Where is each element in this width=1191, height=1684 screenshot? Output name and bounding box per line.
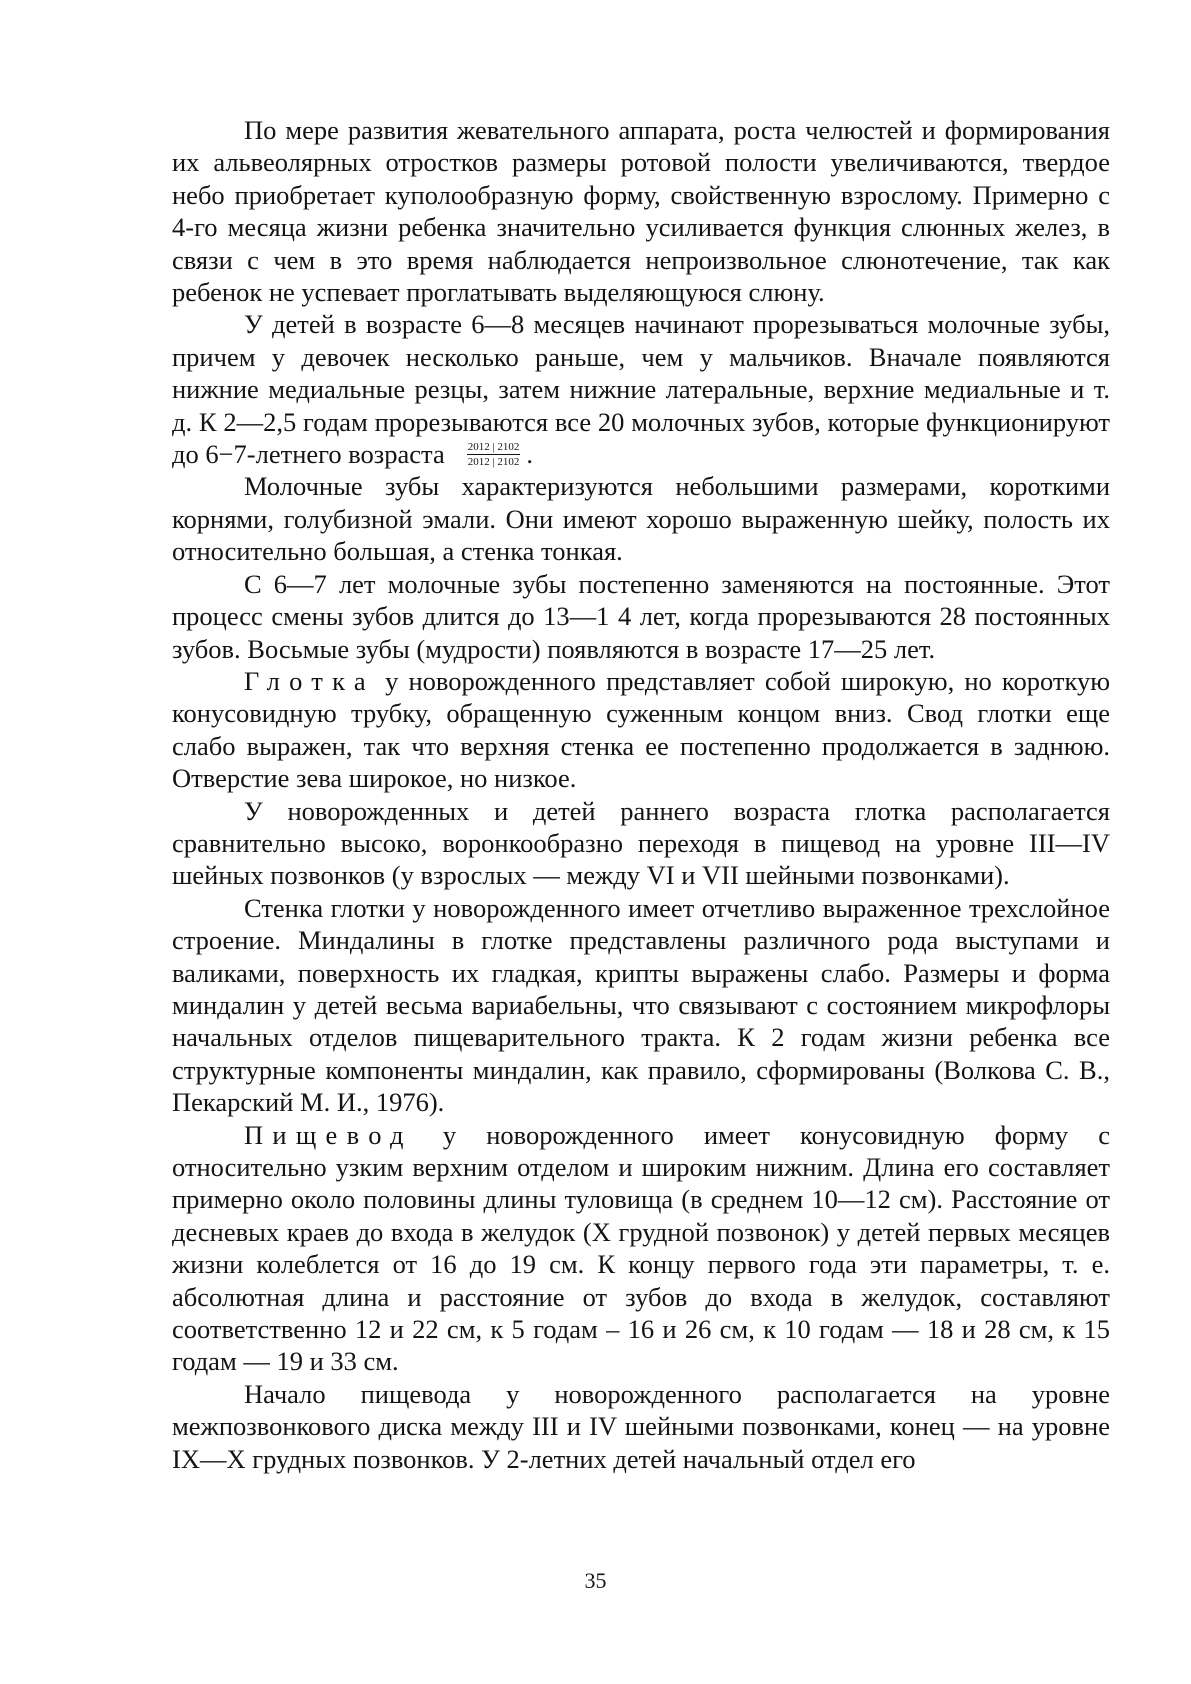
paragraph-permanent-teeth: С 6—7 лет молочные зубы постепенно заменяются на постоянные. Этот процесс смены зубов длится до 13—1 4 лет, когда прорезываются 28 постоянных зубов. Восьмые зубы (мудрости) появляются в возрасте 17—25 лет.	[172, 568, 1110, 664]
term-esophagus: Пищевод	[244, 1119, 413, 1150]
term-pharynx: Глотка	[244, 665, 375, 696]
dental-formula-lower: 2012 | 2102	[467, 456, 520, 469]
body-text	[172, 114, 1110, 1475]
paragraph-esophagus-position: Начало пищевода у новорожденного располагается на уровне межпозвонкового диска между III и IV шейными позвонками, конец — на уровне IX—X грудных позвонков. У 2-летних детей начальный отдел его	[172, 1378, 1110, 1474]
paragraph-pharynx-position: У новорожденных и детей раннего возраста глотка располагается сравнительно высоко, воронкообразно переходя в пищевод на уровне III—IV шейных позвонков (у взрослых — между VI и VII шейными позвонками).	[172, 795, 1110, 891]
paragraph-pharynx-wall: Стенка глотки у новорожденного имеет отчетливо выраженное трехслойное строение. Миндалины в глотке представлены различного рода выступами и валиками, поверхность их гладкая, крипты выражены слабо. Размеры и форма миндалин у детей весьма вариабельны, что связывают с состоянием микрофлоры начальных отделов пищеварительного тракта. К 2 годам жизни ребенка все структурные компоненты миндалин, как правило, сформированы (Волкова С. В., Пекарский М. И., 1976).	[172, 892, 1110, 1118]
paragraph-mouth-development: По мере развития жевательного аппарата, роста челюстей и формирования их альвеолярных отростков размеры ротовой полости увеличиваются, твердое небо приобретает куполообразную форму, свойственную взрослому. Примерно с 4-го месяца жизни ребенка значительно усиливается функция слюнных желез, в связи с чем в это время наблюдается непроизвольное слюнотечение, так как ребенок не успевает проглатывать выделяющуюся слюну.	[172, 115, 1110, 308]
page-number: 35	[584, 1568, 607, 1593]
paragraph-milk-teeth-features: Молочные зубы характеризуются небольшими размерами, короткими корнями, голубизной эмали. Они имеют хорошо выраженную шейку, полость их относительно большая, а стенка тонкая.	[172, 471, 1110, 567]
sentence-end: .	[526, 439, 534, 470]
paragraph-pharynx: Глотка у новорожденного представляет собой широкую, но короткую конусовидную трубку, обращенную суженным концом вниз. Свод глотки еще слабо выражен, так что верхняя стенка ее постепенно продолжается в заднюю. Отверстие зева широкое, но низкое.	[172, 665, 1110, 794]
paragraph-milk-teeth-eruption: У детей в возрасте 6—8 месяцев начинают прорезываться молочные зубы, причем у девочек несколько раньше, чем у мальчиков. Вначале появляются нижние медиальные резцы, затем нижние латеральные, верхние медиальные и т. д. К 2—2,5 годам прорезываются все 20 молочных зубов, которые функционируют до 6−7-летнего возраста $\frac{2012 | 2102}{2012 | 2102}$ .	[172, 309, 1110, 470]
paragraph-esophagus: Пищевод у новорожденного имеет конусовидную форму с относительно узким верхним отделом и широким нижним. Длина его составляет примерно около половины длины туловища (в среднем 10—12 см). Расстояние от десневых краев до входа в желудок (X грудной позвонок) у детей первых месяцев жизни колеблется от 16 до 19 см. К концу первого года эти параметры, т. е. абсолютная длина и расстояние от зубов до входа в желудок, составляют соответственно 12 и 22 см, к 5 годам – 16 и 26 см, к 10 годам — 18 и 28 см, к 15 годам — 19 и 33 см.	[172, 1119, 1110, 1377]
dental-formula-upper: 2012 | 2102	[467, 441, 520, 454]
dental-formula	[467, 441, 521, 468]
